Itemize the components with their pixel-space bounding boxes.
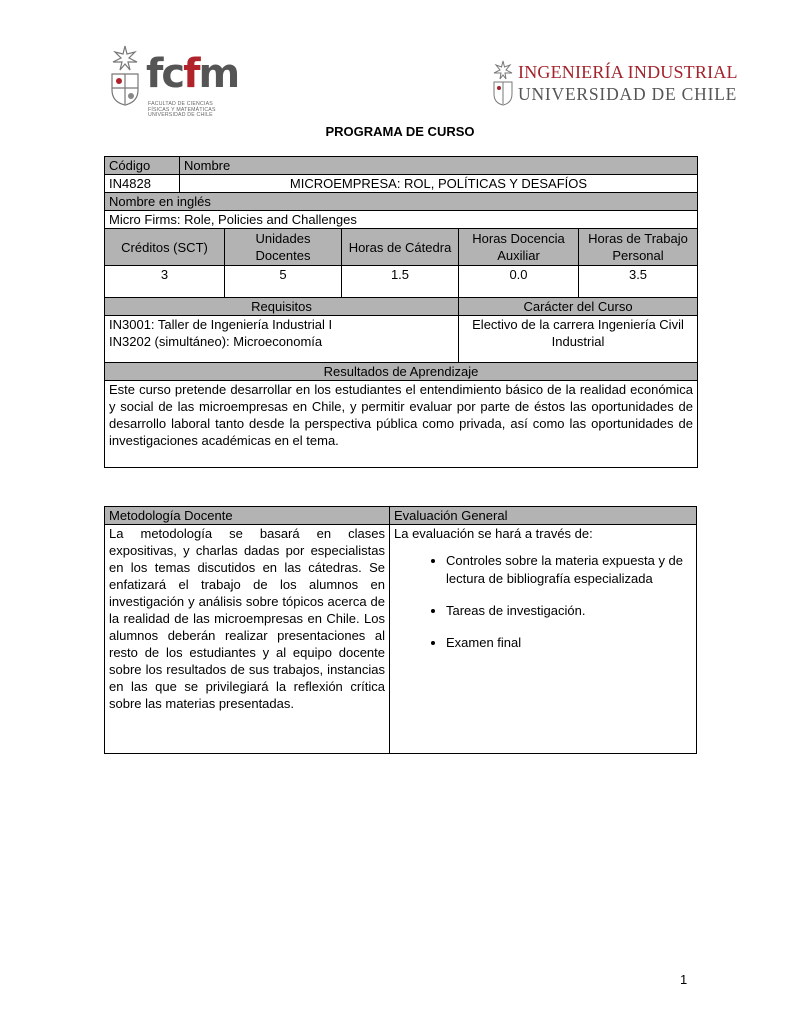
evaluation-list: [394, 552, 692, 652]
methodology-evaluation-table: [104, 506, 697, 754]
requirements-list: [105, 316, 459, 363]
methodology-label: Metodología Docente: [105, 507, 390, 525]
name-label: Nombre: [180, 157, 698, 175]
evaluation-intro: La evaluación se hará a través de:: [394, 526, 593, 541]
personal-work-hours-header: Horas de Trabajo Personal: [579, 229, 698, 266]
auxiliary-hours-value: 0.0: [459, 266, 579, 298]
fcfm-logo: [108, 44, 238, 126]
course-name: MICROEMPRESA: ROL, POLÍTICAS Y DESAFÍOS: [180, 175, 698, 193]
evaluation-item: • Tareas de investigación.: [446, 602, 692, 620]
teaching-units-header: Unidades Docentes: [225, 229, 342, 266]
course-info-table: [104, 156, 698, 468]
methodology-text: La metodología se basará en clases expositivas, y charlas dadas por especialistas en los temas discutidos en las cátedras. Se enfatizará el trabajo de los alumnos en investigación y análisis sobre tópicos acerca de la realidad de las microempresas en Chile. Los alumnos deberán realizar presentaciones al resto de los estudiantes y al equipo docente sobre los resultados de sus trabajos, instancias en las que se privilegiará la reflexión crítica sobre las materias presentadas.: [105, 525, 390, 754]
evaluation-label: Evaluación General: [390, 507, 697, 525]
ii-logo-line2: UNIVERSIDAD DE CHILE: [518, 84, 738, 104]
course-code: IN4828: [105, 175, 180, 193]
learning-outcomes-label: Resultados de Aprendizaje: [105, 363, 698, 381]
teaching-units-value: 5: [225, 266, 342, 298]
ingenieria-industrial-logo: [492, 60, 738, 110]
learning-outcomes-text: Este curso pretende desarrollar en los estudiantes el entendimiento básico de la realidad económica y social de las microempresas en Chile, y permitir evaluar por parte de éstos las oportunidades de desarrollo laboral tanto desde la perspectiva pública como privada, así como las oportunidades de investigaciones académicas en el tema.: [105, 381, 698, 468]
university-seal-icon: [108, 44, 142, 106]
course-character-value: Electivo de la carrera Ingeniería Civil Industrial: [459, 316, 698, 363]
evaluation-content: [390, 525, 697, 754]
requirement-item: IN3001: Taller de Ingeniería Industrial I: [109, 317, 333, 332]
evaluation-item: • Controles sobre la materia expuesta y de lectura de bibliografía especializada: [446, 552, 692, 588]
english-name-label: Nombre en inglés: [105, 193, 698, 211]
page-title: PROGRAMA DE CURSO: [325, 124, 475, 139]
page-number: 1: [680, 972, 688, 987]
lecture-hours-value: 1.5: [342, 266, 459, 298]
evaluation-item: • Examen final: [446, 634, 692, 652]
credits-header: Créditos (SCT): [105, 229, 225, 266]
university-seal-icon: [492, 60, 514, 106]
course-character-label: Carácter del Curso: [459, 298, 698, 316]
code-label: Código: [105, 157, 180, 175]
fcfm-subtitle: FACULTAD DE CIENCIAS FÍSICAS Y MATEMÁTICAS UNIVERSIDAD DE CHILE: [148, 101, 216, 119]
auxiliary-hours-header: Horas Docencia Auxiliar: [459, 229, 579, 266]
credits-value: 3: [105, 266, 225, 298]
personal-work-hours-value: 3.5: [579, 266, 698, 298]
requirements-label: Requisitos: [105, 298, 459, 316]
ii-logo-line1: INGENIERÍA INDUSTRIAL: [518, 62, 738, 82]
lecture-hours-header: Horas de Cátedra: [342, 229, 459, 266]
fcfm-wordmark: fcfm: [146, 51, 239, 97]
english-name: Micro Firms: Role, Policies and Challenges: [105, 211, 698, 229]
requirement-item: IN3202 (simultáneo): Microeconomía: [109, 334, 323, 349]
